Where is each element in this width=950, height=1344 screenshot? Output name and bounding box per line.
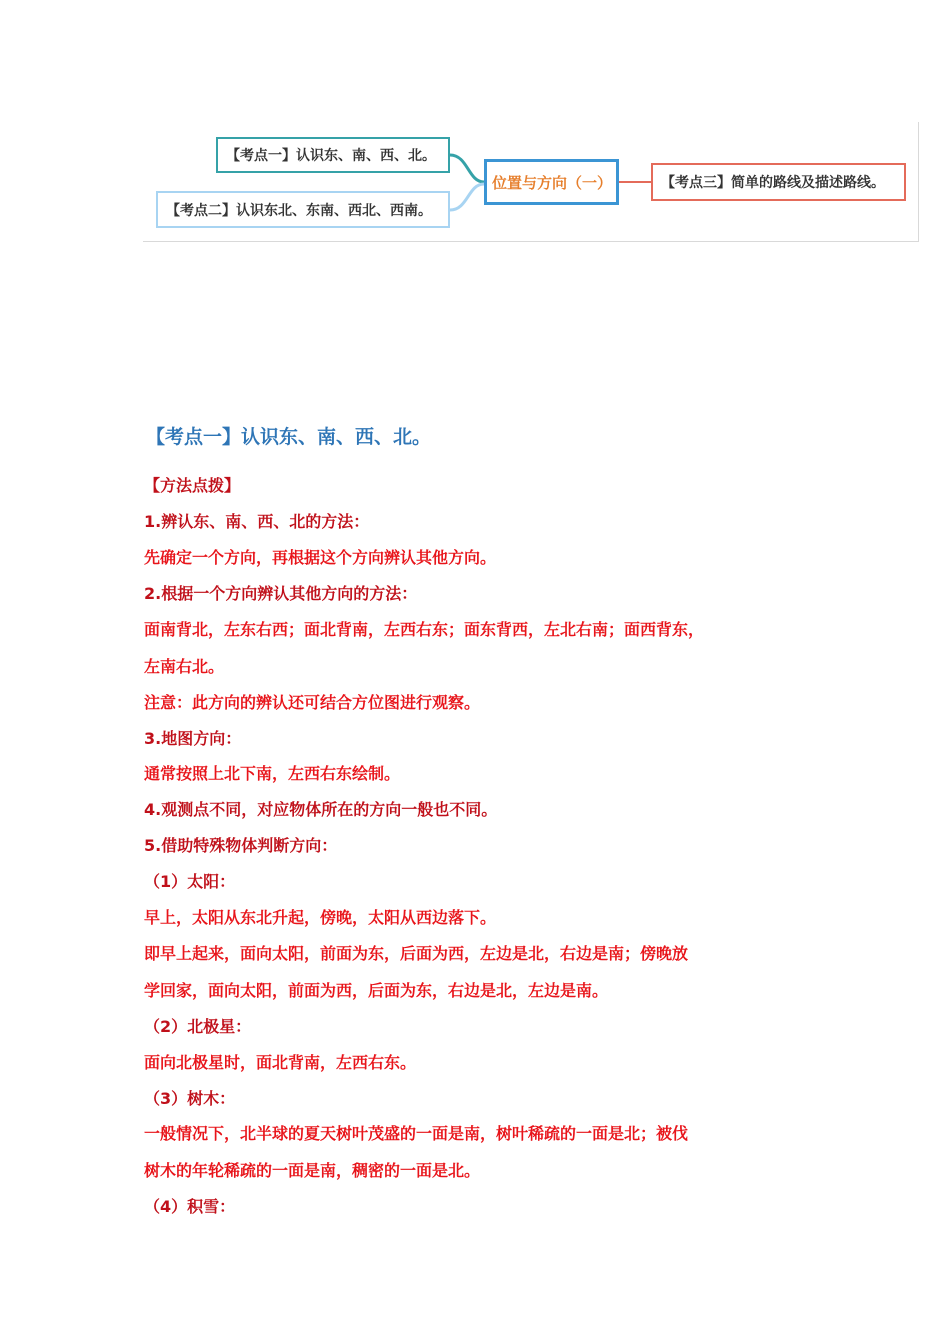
method-line: （3）树木： — [144, 1089, 236, 1108]
method-heading: 【方法点拨】 — [144, 476, 241, 495]
method-line: 通常按照上北下南，左西右东绘制。 — [144, 764, 401, 783]
method-line: 面南背北，左东右西；面北背南，左西右东；面东背西，左北右南；面西背东， — [144, 620, 705, 639]
method-line: 注意：此方向的辨认还可结合方位图进行观察。 — [144, 693, 481, 712]
method-line: （2）北极星： — [144, 1017, 252, 1036]
method-line: 2.根据一个方向辨认其他方向的方法： — [144, 584, 418, 603]
method-line: 即早上起来，面向太阳，前面为东，后面为西，左边是北，右边是南；傍晚放 — [144, 944, 689, 963]
mindmap — [143, 122, 919, 242]
method-line: 4.观测点不同，对应物体所在的方向一般也不同。 — [144, 800, 498, 819]
method-line: 3.地图方向： — [144, 729, 242, 748]
mindmap-center-node: 位置与方向（一） — [484, 159, 619, 205]
mindmap-node-1: 【考点一】认识东、南、西、北。 — [216, 137, 450, 173]
method-line: 早上，太阳从东北升起，傍晚，太阳从西边落下。 — [144, 908, 497, 927]
connector-2 — [450, 184, 484, 210]
mindmap-node-3: 【考点三】简单的路线及描述路线。 — [651, 163, 906, 201]
method-line: 左南右北。 — [144, 657, 225, 676]
mindmap-node-2: 【考点二】认识东北、东南、西北、西南。 — [156, 191, 450, 228]
connector-1 — [450, 155, 484, 182]
method-line: 树木的年轮稀疏的一面是南，稠密的一面是北。 — [144, 1161, 481, 1180]
method-line: 5.借助特殊物体判断方向： — [144, 836, 338, 855]
method-line: 1.辨认东、南、西、北的方法： — [144, 512, 370, 531]
method-line: （4）积雪： — [144, 1197, 236, 1216]
method-line: 面向北极星时，面北背南，左西右东。 — [144, 1053, 417, 1072]
method-line: （1）太阳： — [144, 872, 236, 891]
section-title: 【考点一】认识东、南、西、北。 — [146, 426, 432, 448]
method-line: 先确定一个方向，再根据这个方向辨认其他方向。 — [144, 548, 497, 567]
method-line: 学回家，面向太阳，前面为西，后面为东，右边是北，左边是南。 — [144, 981, 609, 1000]
method-line: 一般情况下，北半球的夏天树叶茂盛的一面是南，树叶稀疏的一面是北；被伐 — [144, 1124, 689, 1143]
